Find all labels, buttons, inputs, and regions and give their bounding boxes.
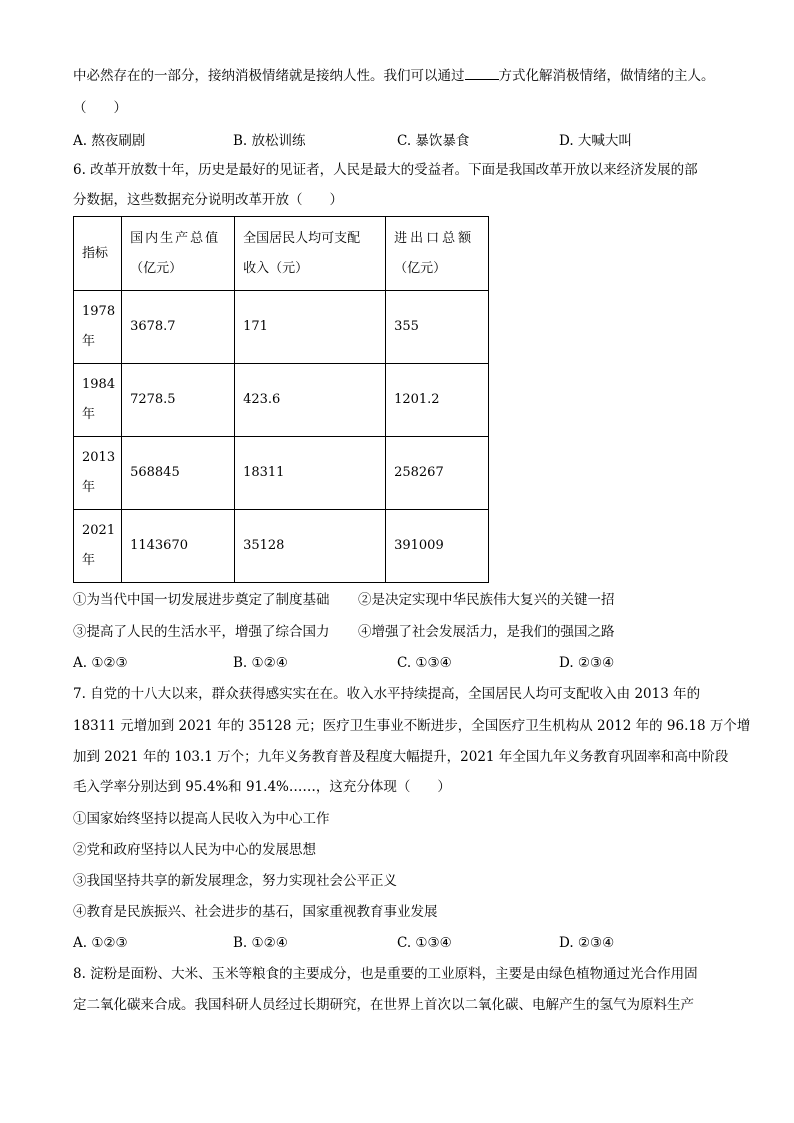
q6-option-a: A. ①②③ [73,655,128,671]
q7-statement-2: ②党和政府坚持以人民为中心的发展思想 [73,842,316,858]
q7-option-a: A. ①②③ [73,935,128,951]
header-text: （亿元） [130,260,183,276]
gdp-cell: 568845 [122,437,235,510]
q7-option-b: B. ①②④ [233,935,288,951]
header-income [235,217,386,291]
year-text: 年 [82,480,96,495]
year-cell [74,364,122,437]
income-cell: 35128 [235,510,386,583]
header-text: 国内生产总值 [130,230,221,246]
q5-stem-text-a: 中必然存在的一部分，接纳消极情绪就是接纳人性。我们可以通过 [73,68,465,84]
q5-option-a: A. 熬夜刷剧 [73,133,146,149]
header-text: 指标 [82,245,109,261]
table-row [74,437,489,510]
header-trade [386,217,489,291]
header-text: （亿元） [394,260,447,276]
q7-stem-line-3: 加到 2021 年的 103.1 万个；九年义务教育普及程度大幅提升，2021 年全国九年义务教育巩固率和高中阶段 [73,749,729,765]
q5-stem-text-b: 方式化解消极情绪，做情绪的主人。 [498,68,715,84]
q5-option-c: C. 暴饮暴食 [397,133,470,149]
q5-option-d: D. 大喊大叫 [559,133,632,149]
q6-stem-line-2: 分数据，这些数据充分说明改革开放（ ） [73,192,343,208]
year-cell [74,510,122,583]
q5-option-b: B. 放松训练 [233,133,306,149]
header-text: 全国居民人均可支配 [243,230,361,246]
header-indicator [74,217,122,291]
table-row [74,364,489,437]
year-text: 年 [82,334,96,349]
year-cell [74,291,122,364]
year-cell [74,437,122,510]
header-gdp [122,217,235,291]
year-text: 年 [82,553,96,568]
q8-stem-line-1: 8. 淀粉是面粉、大米、玉米等粮食的主要成分，也是重要的工业原料，主要是由绿色植物通过光合作用固 [73,966,698,982]
q7-option-d: D. ②③④ [559,935,615,951]
q6-option-c: C. ①③④ [397,655,452,671]
q7-option-c: C. ①③④ [397,935,452,951]
trade-cell: 258267 [386,437,489,510]
q6-option-b: B. ①②④ [233,655,288,671]
table-row [74,291,489,364]
table-header-row [74,217,489,291]
q5-stem-line-1 [73,65,715,86]
q6-option-d: D. ②③④ [559,655,615,671]
economic-data-table [73,216,489,583]
q6-statement-1: ①为当代中国一切发展进步奠定了制度基础 [73,592,330,608]
gdp-cell: 3678.7 [122,291,235,364]
trade-cell: 1201.2 [386,364,489,437]
header-text: 进出口总额 [394,230,475,246]
q7-stem-line-1: 7. 自党的十八大以来，群众获得感实实在在。收入水平持续提高，全国居民人均可支配收入由 2013 年的 [73,686,701,702]
gdp-cell: 7278.5 [122,364,235,437]
year-text: 年 [82,407,96,422]
income-cell: 171 [235,291,386,364]
q6-statement-3: ③提高了人民的生活水平，增强了综合国力 [73,624,330,640]
q8-stem-line-2: 定二氧化碳来合成。我国科研人员经过长期研究，在世界上首次以二氧化碳、电解产生的氢气为原料生产 [73,997,694,1013]
q6-stem-line-1: 6. 改革开放数十年，历史是最好的见证者，人民是最大的受益者。下面是我国改革开放以来经济发展的部 [73,162,698,178]
year-text: 1978 [82,304,116,319]
q5-paren: （ ） [73,100,127,116]
q7-statement-1: ①国家始终坚持以提高人民收入为中心工作 [73,811,330,827]
year-text: 2013 [82,450,116,465]
income-cell: 423.6 [235,364,386,437]
q7-statement-3: ③我国坚持共享的新发展理念，努力实现社会公平正义 [73,873,397,889]
q7-stem-line-2: 18311 元增加到 2021 年的 35128 元；医疗卫生事业不断进步，全国医疗卫生机构从 2012 年的 96.18 万个增 [73,718,751,734]
trade-cell: 355 [386,291,489,364]
table-row [74,510,489,583]
q7-stem-line-4: 毛入学率分别达到 95.4%和 91.4%……，这充分体现（ ） [73,779,451,795]
income-cell: 18311 [235,437,386,510]
gdp-cell: 1143670 [122,510,235,583]
q6-statement-2: ②是决定实现中华民族伟大复兴的关键一招 [358,592,615,608]
header-text: 收入（元） [243,260,309,276]
trade-cell: 391009 [386,510,489,583]
fill-blank [465,65,499,80]
year-text: 2021 [82,523,116,538]
q6-statement-4: ④增强了社会发展活力，是我们的强国之路 [358,624,615,640]
year-text: 1984 [82,377,116,392]
q7-statement-4: ④教育是民族振兴、社会进步的基石，国家重视教育事业发展 [73,904,438,920]
